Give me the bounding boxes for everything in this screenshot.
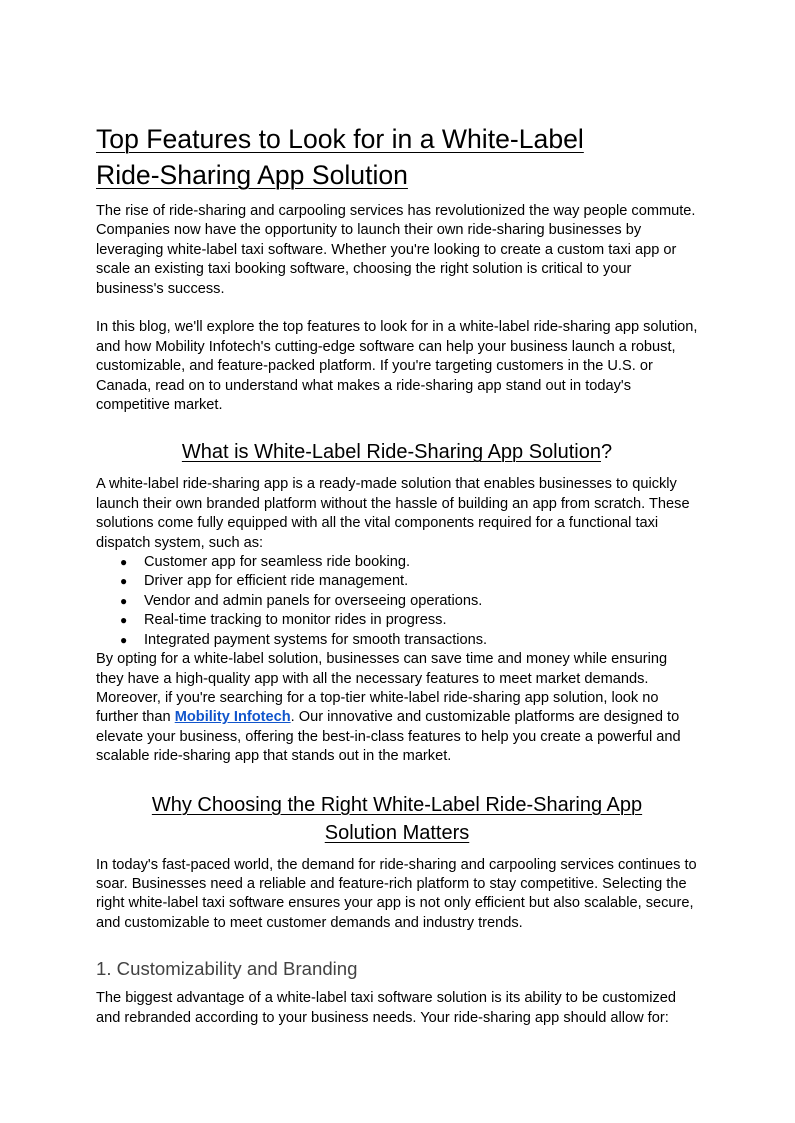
bullet-icon: ● xyxy=(120,632,128,647)
list-item xyxy=(96,572,698,591)
outro-text-after-link: . Our innovative and customizable platforms are designed to elevate your business, offering the best-in-class features to help you create a powerful and scalable ride-sharing app that stands out in the market. xyxy=(96,709,681,765)
list-item-text: Driver app for efficient ride management. xyxy=(144,573,409,590)
section-what-outro xyxy=(96,650,698,766)
list-item xyxy=(96,592,698,611)
section-heading-why-line-2: Solution Matters xyxy=(324,821,470,844)
subheading-customizability: 1. Customizability and Branding xyxy=(96,958,358,980)
list-item-text: Vendor and admin panels for overseeing operations. xyxy=(144,592,483,609)
article-title-line-2: Ride-Sharing App Solution xyxy=(96,160,408,190)
list-item-text: Real-time tracking to monitor rides in progress. xyxy=(144,612,447,629)
bullet-icon: ● xyxy=(120,574,128,589)
section-customizability-body: The biggest advantage of a white-label taxi software solution is its ability to be customized and rebranded according to your business needs. Your ride-sharing app should allow for: xyxy=(96,990,677,1026)
section-heading-what xyxy=(96,438,698,466)
list-item xyxy=(96,611,698,630)
section-heading-what-text: What is White-Label Ride-Sharing App Solution xyxy=(181,441,601,464)
bullet-icon: ● xyxy=(120,593,128,608)
document-page xyxy=(96,121,698,1028)
section-heading-why-line-1: Why Choosing the Right White-Label Ride-Sharing App xyxy=(151,793,643,816)
section-heading-why xyxy=(96,791,698,847)
list-item-text: Integrated payment systems for smooth transactions. xyxy=(144,631,488,648)
intro-paragraph-1: The rise of ride-sharing and carpooling services has revolutionized the way people commute. Companies now have the opportunity to launch their own ride-sharing businesses by leveraging white-label taxi software. Whether you're looking to create a custom taxi app or scale an existing taxi booking software, choosing the right solution is critical to your business's success. xyxy=(96,203,696,297)
feature-list xyxy=(96,553,698,650)
section-what-body xyxy=(96,475,698,766)
section-what-intro: A white-label ride-sharing app is a ready-made solution that enables businesses to quickly launch their own branded platform without the hassle of building an app from scratch. These solutions come fully equipped with all the vital components required for a functional taxi dispatch system, such as: xyxy=(96,476,690,551)
section-why-body: In today's fast-paced world, the demand for ride-sharing and carpooling services continues to soar. Businesses need a reliable and feature-rich platform to stay competitive. Selecting the right white-label taxi software ensures your app is not only efficient but also scalable, secure, and customizable to meet customer demands and industry trends. xyxy=(96,856,697,931)
bullet-icon: ● xyxy=(120,613,128,628)
bullet-icon: ● xyxy=(120,555,128,570)
mobility-infotech-link[interactable]: Mobility Infotech xyxy=(174,709,291,726)
intro-paragraph-2: In this blog, we'll explore the top features to look for in a white-label ride-sharing app solution, and how Mobility Infotech's cutting-edge software can help your business launch a robust, customizable, and feature-packed platform. If you're targeting customers in the U.S. or Canada, read on to understand what makes a ride-sharing app stand out in today's competitive market. xyxy=(96,319,698,414)
outro-text-before-link: By opting for a white-label solution, businesses can save time and money while ensuring they have a high-quality app with all the necessary features to meet market demands. Moreover, if you're searching for a top-tier white-label ride-sharing app solution, look no further than xyxy=(96,651,668,726)
list-item-text: Customer app for seamless ride booking. xyxy=(144,554,411,571)
list-item xyxy=(96,631,698,650)
list-item xyxy=(96,553,698,572)
article-title-line-1: Top Features to Look for in a White-Label xyxy=(96,124,584,154)
article-title xyxy=(96,121,698,193)
section-heading-what-suffix: ? xyxy=(601,441,613,464)
